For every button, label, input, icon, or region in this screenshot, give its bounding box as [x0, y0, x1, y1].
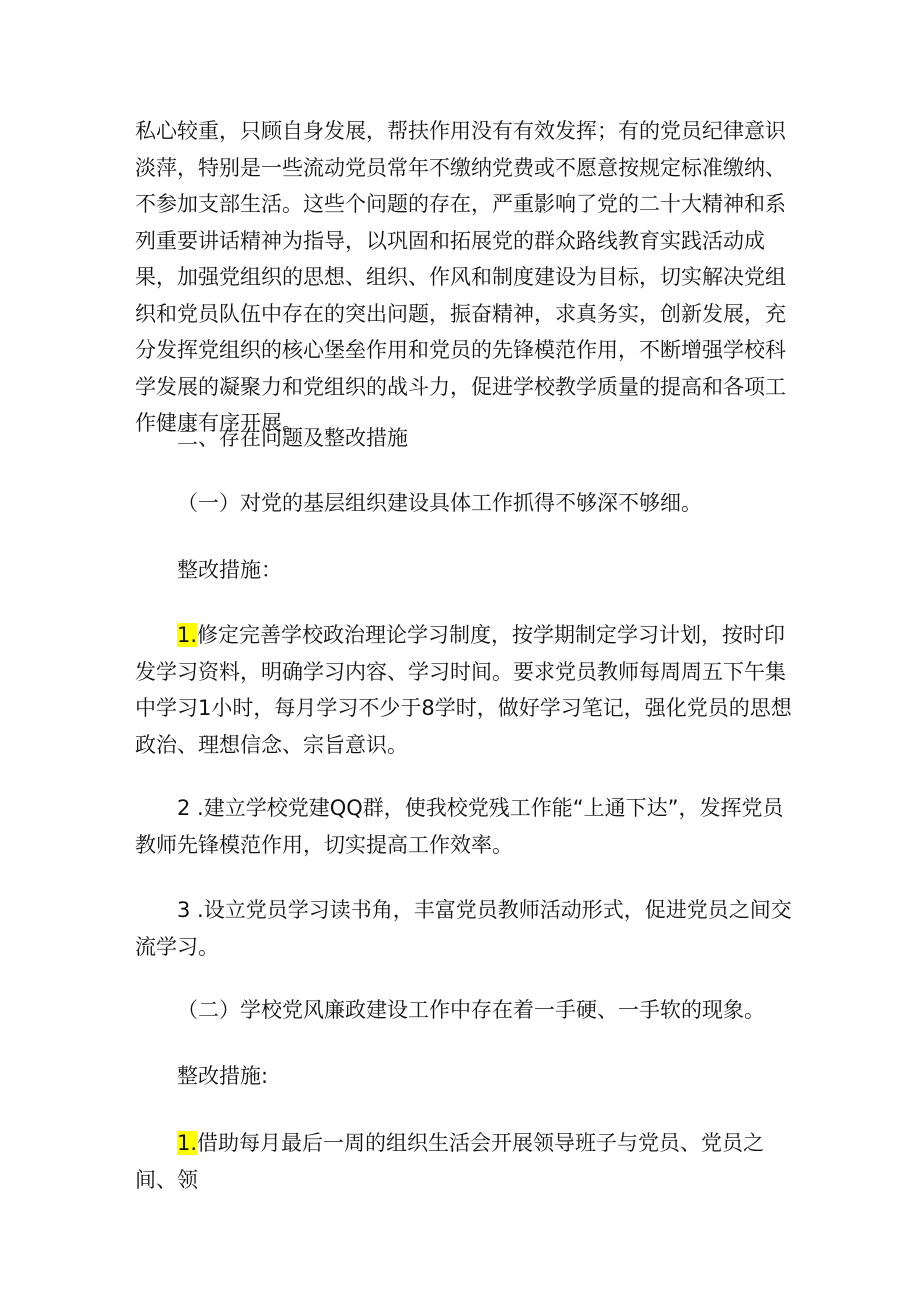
measure-item-1 [135, 617, 795, 763]
subsection-heading-2: （二）学校党风廉政建设工作中存在着一手硬、一手软的现象。 [177, 998, 765, 1022]
subsection-heading-1: （一）对党的基层组织建设具体工作抓得不够深不够细。 [177, 491, 702, 515]
measure-item-3: 3 .设立党员学习读书角，丰富党员教师活动形式，促进党员之间交流学习。 [135, 898, 792, 959]
highlighted-item-number: 1. [177, 623, 198, 647]
measure-item-4 [135, 1125, 795, 1198]
measures-label-1: 整改措施： [177, 558, 282, 582]
measure-item-2: 2 .建立学校党建QQ群，使我校党残工作能“上通下达”，发挥党员教师先锋模范作用，切实提高工作效率。 [135, 796, 784, 857]
measures-label-2: 整改措施: [177, 1064, 269, 1088]
measure-item-4-text: 借助每月最后一周的组织生活会开展领导班子与党员、党员之间、领 [135, 1131, 765, 1192]
section-heading-problems: 二、存在问题及整改措施 [177, 426, 408, 450]
highlighted-item-number: 1. [177, 1131, 198, 1155]
measure-item-1-text: 修定完善学校政治理论学习制度，按学期制定学习计划，按时印发学习资料，明确学习内容、学习时间。要求党员教师每周周五下午集中学习1小时，每月学习不少于8学时，做好学习笔记，强化党员的思想政治、理想信念、宗旨意识。 [135, 623, 792, 757]
body-paragraph-intro: 私心较重，只顾自身发展，帮扶作用没有有效发挥；有的党员纪律意识淡萍，特别是一些流动党员常年不缴纳党费或不愿意按规定标准缴纳、不参加支部生活。这些个问题的存在，严重影响了党的二十大精神和系列重要讲话精神为指导，以巩固和拓展党的群众路线教育实践活动成果，加强党组织的思想、组织、作风和制度建设为目标，切实解决党组织和党员队伍中存在的突出问题，振奋精神，求真务实，创新发展，充分发挥党组织的核心堡垒作用和党员的先锋模范作用，不断增强学校科学发展的凝聚力和党组织的战斗力，促进学校教学质量的提高和各项工作健康有序开展。 [135, 119, 786, 435]
